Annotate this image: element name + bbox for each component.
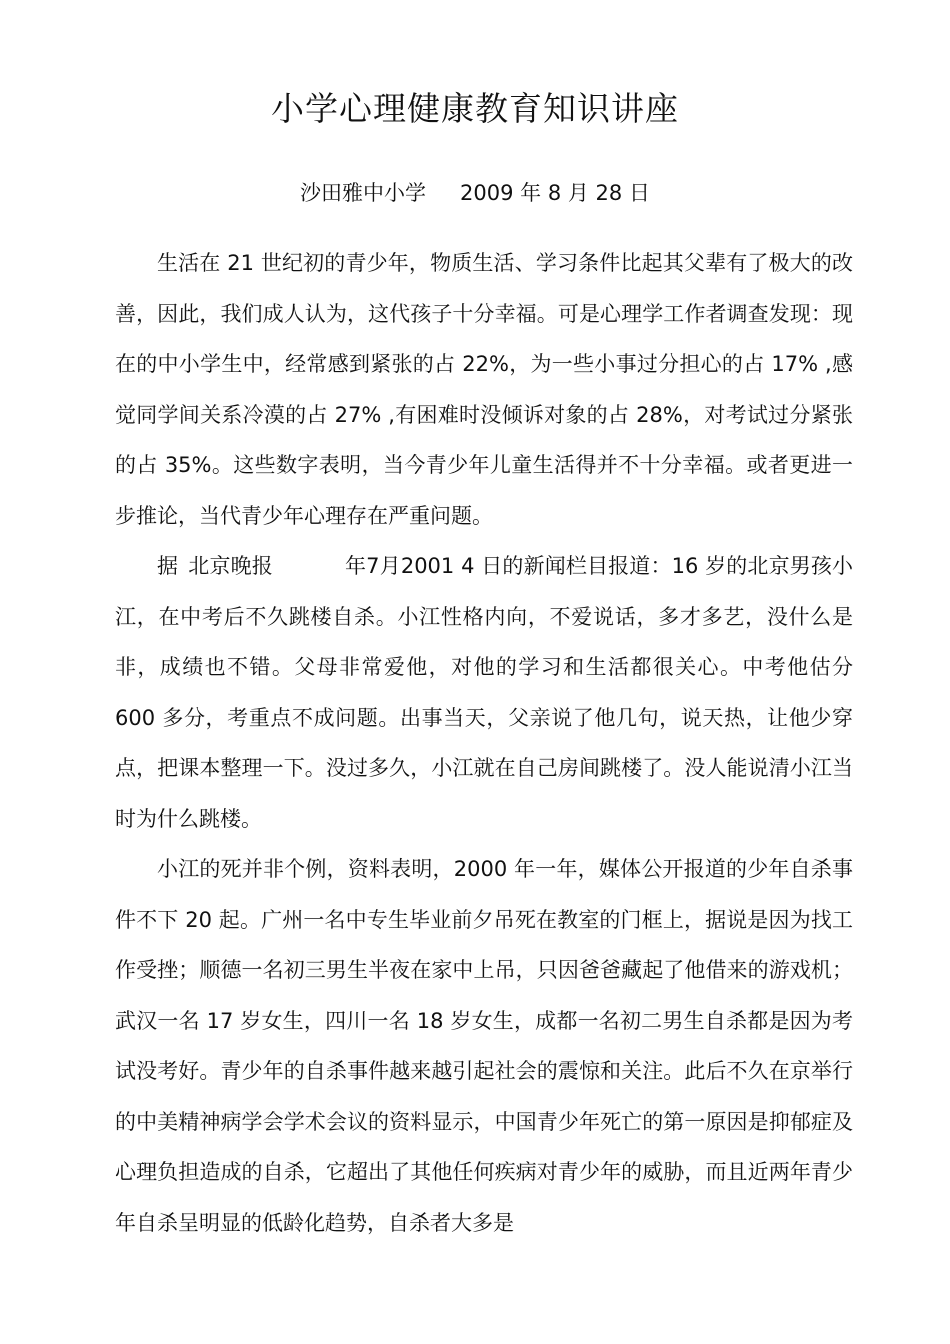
byline-date: 2009 年 8 月 28 日 <box>460 181 650 205</box>
paragraph-intro: 生活在 21 世纪初的青少年，物质生活、学习条件比起其父辈有了极大的改善，因此，我们成人认为，这代孩子十分幸福。可是心理学工作者调查发现：现在的中小学生中，经常感到紧张的占 22%，为一些小事过分担心的占 17% ,感觉同学间关系冷漠的占 27% ,有困难时没倾诉对象的占 28%，对考试过分紧张的占 35%。这些数字表明，当今青少年儿童生活得并不十分幸福。或者更进一步推论，当代青少年心理存在严重问题。 <box>115 251 853 528</box>
byline-school: 沙田雅中小学 <box>300 181 427 205</box>
paragraph-news <box>115 541 853 844</box>
news-date-overlap: 年7月2001 <box>344 554 455 578</box>
news-text: 4 日的新闻栏目报道：16 岁的北京男孩小江，在中考后不久跳楼自杀。小江性格内向，不爱说话，多才多艺，没什么是非，成绩也不错。父母非常爱他，对他的学习和生活都很关心。中考他估分 600 多分，考重点不成问题。出事当天，父亲说了他几句，说天热，让他少穿点，把课本整理一下。没过多久，小江就在自己房间跳楼了。没人能说清小江当时为什么跳楼。 <box>115 554 854 831</box>
byline <box>0 176 950 210</box>
news-lead: 据 <box>157 554 179 578</box>
document-title: 小学心理健康教育知识讲座 <box>271 89 679 128</box>
news-source: 北京晚报 <box>188 554 273 578</box>
document-body <box>115 238 853 1248</box>
paragraph-statistics: 小江的死并非个例，资料表明，2000 年一年，媒体公开报道的少年自杀事件不下 20 起。广州一名中专生毕业前夕吊死在教室的门框上，据说是因为找工作受挫；顺德一名初三男生半夜在家中上吊，只因爸爸藏起了他借来的游戏机；武汉一名 17 岁女生，四川一名 18 岁女生，成都一名初二男生自杀都是因为考试没考好。青少年的自杀事件越来越引起社会的震惊和关注。此后不久在京举行的中美精神病学会学术会议的资料显示，中国青少年死亡的第一原因是抑郁症及心理负担造成的自杀，它超出了其他任何疾病对青少年的威胁，而且近两年青少年自杀呈明显的低龄化趋势，自杀者大多是 <box>115 857 853 1235</box>
